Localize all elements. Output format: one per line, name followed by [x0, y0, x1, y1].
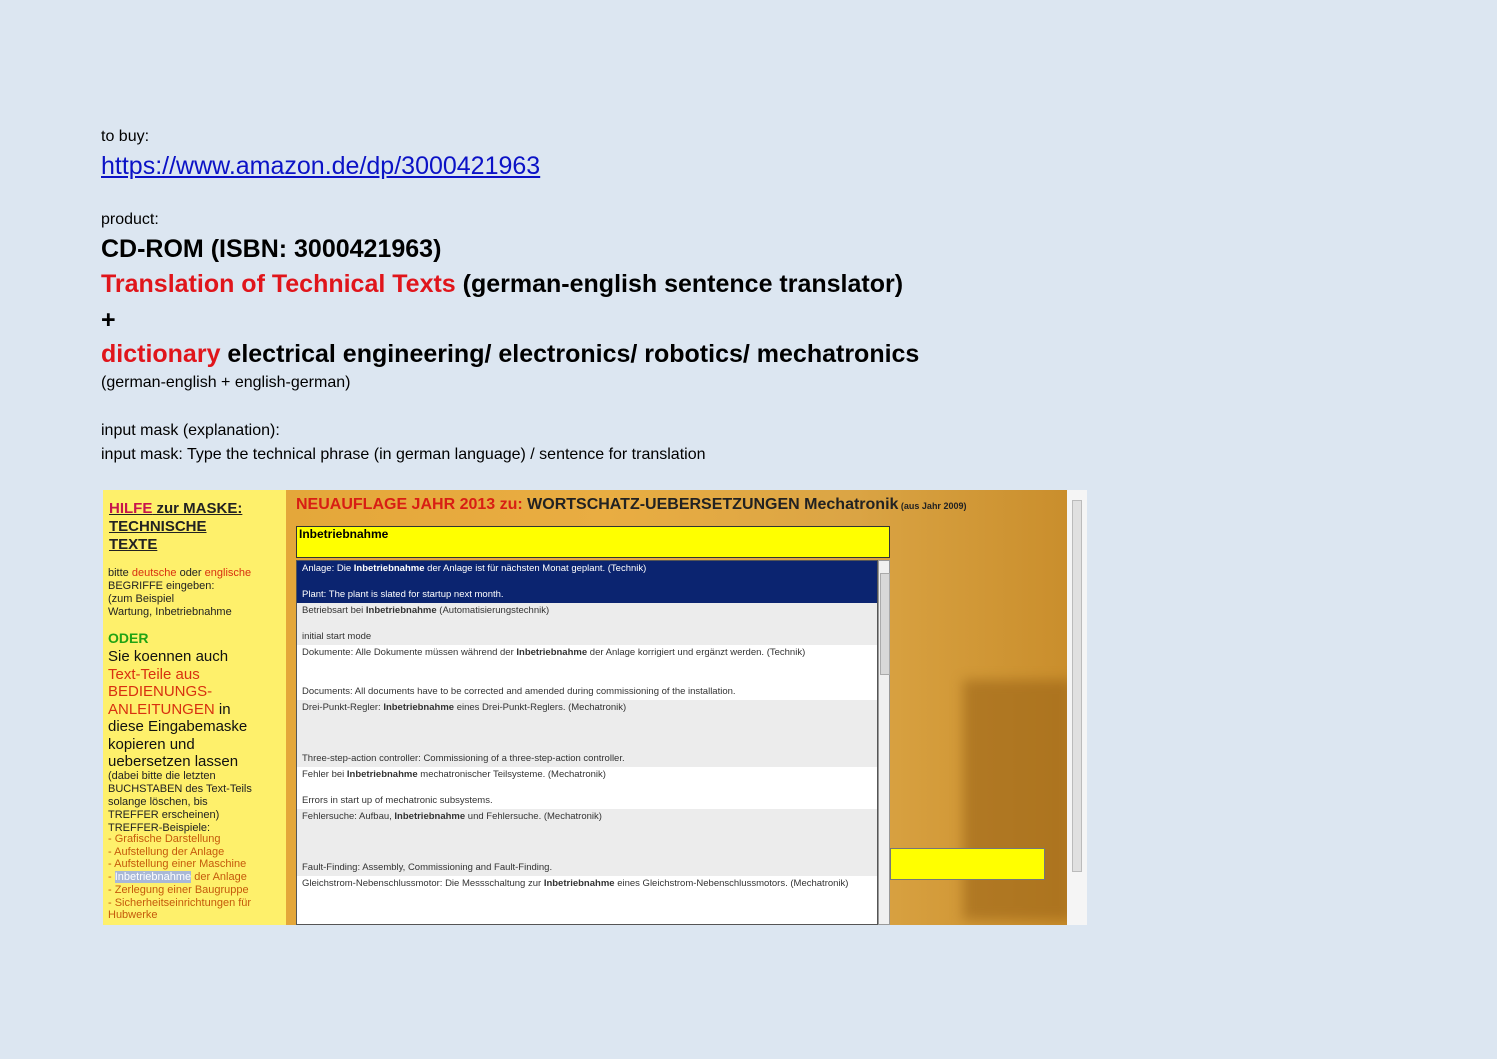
buy-label: to buy:	[101, 128, 150, 145]
result-row[interactable]	[297, 645, 877, 700]
result-de: Drei-Punkt-Regler: Inbetriebnahme eines Drei-Punkt-Reglers. (Mechatronik)	[302, 702, 627, 713]
language-pairs: (german-english + english-german)	[101, 374, 351, 391]
result-row[interactable]	[297, 603, 877, 645]
mask-label: input mask (explanation):	[101, 422, 280, 439]
result-en: initial start mode	[302, 630, 372, 642]
results-scrollbar-thumb[interactable]	[880, 573, 890, 675]
help-intro-3: BEGRIFFE eingeben:	[108, 580, 215, 592]
result-en: Three-step-action controller: Commissioning of a three-step-action controller.	[302, 752, 625, 764]
help-main-1: Sie koennen auch	[108, 648, 229, 665]
help-intro-or: oder	[176, 567, 205, 579]
product-subtitle	[101, 270, 903, 299]
product-title: CD-ROM (ISBN: 3000421963)	[101, 235, 442, 263]
results-scrollbar[interactable]	[878, 560, 890, 925]
help-small-4: TREFFER erscheinen)	[108, 809, 220, 821]
help-intro-de: deutsche	[131, 567, 177, 579]
result-de: Fehlersuche: Aufbau, Inbetriebnahme und Fehlersuche. (Mechatronik)	[302, 811, 602, 822]
example-item[interactable]: - Sicherheitseinrichtungen für Hubwerke	[108, 896, 252, 922]
help-title-line2: TECHNISCHE	[109, 518, 207, 535]
result-en: Documents: All documents have to be corrected and amended during commissioning of the installation.	[302, 685, 736, 697]
window-scrollbar[interactable]	[1067, 490, 1087, 925]
result-row[interactable]	[297, 700, 877, 767]
result-en: Plant: The plant is slated for startup next month.	[302, 588, 504, 600]
help-main-4b: in	[214, 700, 231, 718]
oder-label: ODER	[108, 630, 149, 646]
result-row[interactable]	[297, 561, 877, 603]
help-main-3: BEDIENUNGS-	[108, 683, 213, 700]
dictionary-rest: electrical engineering/ electronics/ robotics/ mechatronics	[220, 340, 920, 368]
result-de: Dokumente: Alle Dokumente müssen während der Inbetriebnahme der Anlage korrigiert und ergänzt werden. (Technik)	[302, 647, 806, 658]
app-banner	[296, 496, 966, 514]
result-de: Anlage: Die Inbetriebnahme der Anlage ist für nächsten Monat geplant. (Technik)	[302, 563, 647, 574]
example-item[interactable]: - Aufstellung der Anlage	[108, 845, 225, 858]
results-list	[296, 560, 878, 925]
result-en: Fault-Finding: Assembly, Commissioning and Fault-Finding.	[302, 861, 553, 873]
search-input[interactable]: Inbetriebnahme	[296, 526, 890, 558]
result-de: Gleichstrom-Nebenschlussmotor: Die Messschaltung zur Inbetriebnahme eines Gleichstrom-Nebenschlussmotors. (Mechatronik)	[302, 878, 849, 889]
secondary-input[interactable]	[890, 848, 1045, 880]
help-small	[108, 770, 252, 835]
help-title-red: HILFE	[109, 500, 153, 517]
example-item[interactable]: - Grafische Darstellung	[108, 833, 221, 845]
help-sidebar	[103, 490, 286, 925]
result-row[interactable]	[297, 809, 877, 876]
result-de: Fehler bei Inbetriebnahme mechatronischer Teilsysteme. (Mechatronik)	[302, 769, 606, 780]
result-row[interactable]	[297, 876, 877, 925]
help-main-6: kopieren und	[108, 735, 195, 753]
example-sel-prefix: -	[108, 871, 115, 884]
help-intro-en: englische	[204, 567, 252, 579]
examples-list	[108, 833, 286, 922]
help-main	[108, 648, 286, 771]
example-item[interactable]: - Aufstellung einer Maschine	[108, 858, 247, 871]
mask-description: input mask: Type the technical phrase (in german language) / sentence for translation	[101, 446, 706, 463]
example-item[interactable]: - Zerlegung einer Baugruppe	[108, 883, 249, 896]
banner-small: (aus Jahr 2009)	[898, 501, 967, 511]
example-item-selected[interactable]	[108, 871, 286, 884]
help-small-1: (dabei bitte die letzten	[108, 770, 216, 782]
banner-red: NEUAUFLAGE JAHR 2013 zu:	[296, 496, 523, 513]
result-de: Betriebsart bei Inbetriebnahme (Automatisierungstechnik)	[302, 605, 550, 616]
amazon-link[interactable]: https://www.amazon.de/dp/3000421963	[101, 152, 541, 180]
help-intro	[108, 567, 251, 619]
help-intro-text: bitte	[108, 567, 132, 579]
help-small-5: TREFFER-Beispiele:	[108, 822, 211, 834]
dictionary-highlight: dictionary	[101, 340, 221, 368]
product-label: product:	[101, 211, 159, 228]
app-screenshot	[103, 490, 1087, 925]
background-decoration	[963, 680, 1073, 920]
help-title	[109, 500, 242, 554]
banner-rest: WORTSCHATZ-UEBERSETZUNGEN Mechatronik	[522, 496, 899, 513]
result-row[interactable]	[297, 767, 877, 809]
product-dictionary	[101, 340, 919, 369]
help-intro-5: Wartung, Inbetriebnahme	[108, 606, 232, 618]
window-scrollbar-thumb[interactable]	[1072, 500, 1082, 872]
example-sel-highlight: Inbetriebnahme	[114, 871, 192, 884]
result-en: Errors in start up of mechatronic subsystems.	[302, 794, 493, 806]
help-main-4: ANLEITUNGEN	[108, 700, 215, 718]
product-subtitle-highlight: Translation of Technical Texts	[101, 270, 456, 298]
help-main-7: uebersetzen lassen	[108, 753, 239, 770]
help-small-2: BUCHSTABEN des Text-Teils	[108, 783, 252, 795]
help-title-rest: zur MASKE:	[152, 500, 243, 517]
product-subtitle-rest: (german-english sentence translator)	[455, 270, 904, 298]
example-sel-suffix: der Anlage	[191, 871, 247, 884]
help-title-line3: TEXTE	[109, 536, 158, 553]
help-main-2: Text-Teile aus	[108, 665, 200, 683]
plus-sign: +	[101, 306, 116, 334]
help-main-5: diese Eingabemaske	[108, 718, 248, 735]
help-small-3: solange löschen, bis	[108, 796, 208, 808]
help-intro-4: (zum Beispiel	[108, 593, 175, 605]
